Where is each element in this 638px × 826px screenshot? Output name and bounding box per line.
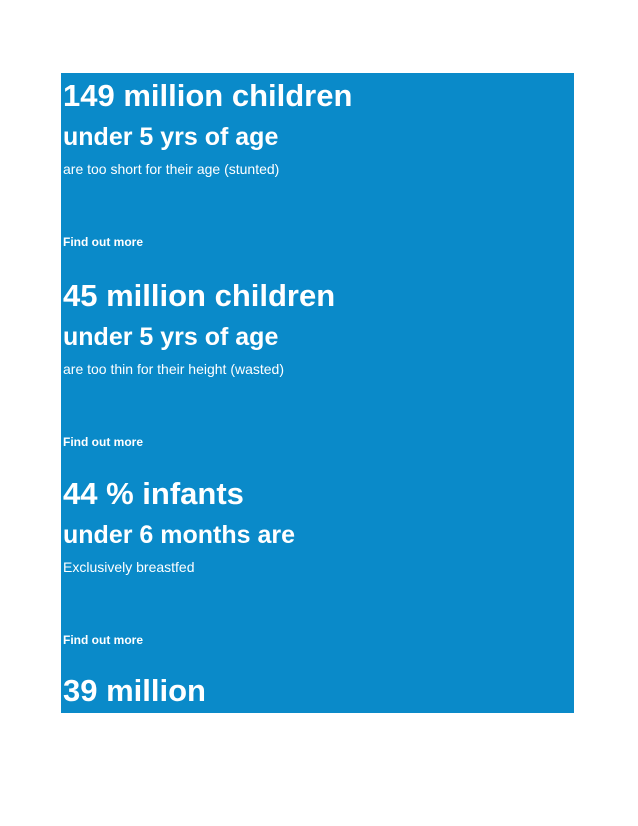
stat-description: are too short for their age (stunted) <box>63 161 280 177</box>
stat-headline: 45 million children <box>63 278 336 313</box>
find-out-more-link-wasted[interactable]: Find out more <box>63 435 143 449</box>
stat-headline: 44 % infants <box>63 476 244 511</box>
find-out-more-link-breastfed[interactable]: Find out more <box>63 633 143 647</box>
stat-headline: 39 million <box>63 673 206 708</box>
stat-block-stunted <box>63 78 574 178</box>
stat-subhead: under 6 months are <box>63 521 295 549</box>
stat-description: Exclusively breastfed <box>63 559 195 575</box>
stat-subhead: under 5 yrs of age <box>63 123 279 151</box>
stat-block-fourth <box>63 673 574 709</box>
stat-description: are too thin for their height (wasted) <box>63 361 285 377</box>
stats-panel <box>61 73 574 713</box>
stat-block-breastfed <box>63 476 574 576</box>
find-out-more-link-stunted[interactable]: Find out more <box>63 235 143 249</box>
stat-block-wasted <box>63 278 574 378</box>
stat-subhead: under 5 yrs of age <box>63 323 279 351</box>
stat-headline: 149 million children <box>63 78 353 113</box>
